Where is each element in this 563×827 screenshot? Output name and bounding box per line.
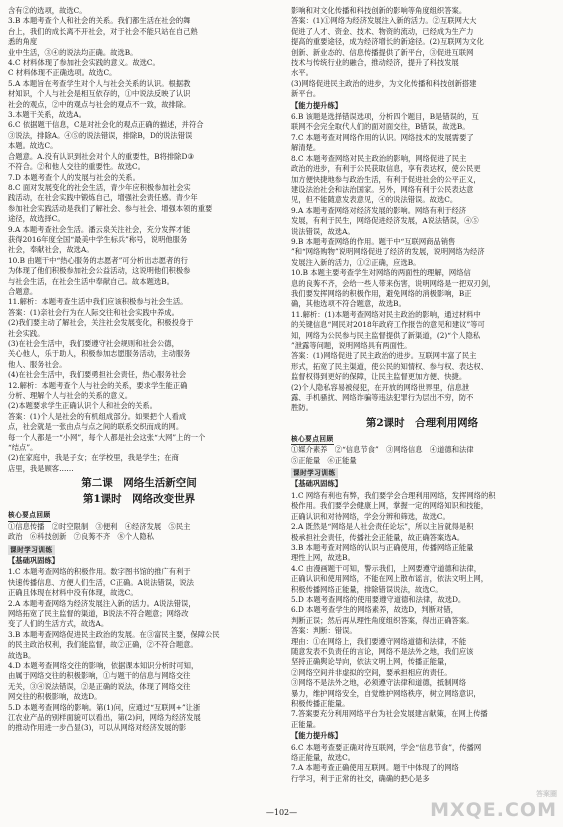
tag-row <box>8 543 270 555</box>
text-line: 社会，奉献社会，故选A。 <box>8 245 94 255</box>
text-line: 确，其他选项不符合题意，故选B。 <box>291 299 406 309</box>
text-line: 9.B 本题考查网络的作用。题干中“互联网商品销售 <box>291 236 456 246</box>
text-line: 的民主政治权利，我们能监督，故②正确，②不符合题意。 <box>8 640 198 650</box>
text-line: 3.本题干关系，故选A。 <box>8 110 86 120</box>
text-line: 理由：①在网络上，我们要遵守网络道德和法律，不能 <box>291 636 467 646</box>
text-line: 2.A 本题考查网络为经济发展注入新的活力。A说法错误， <box>8 598 196 608</box>
text-line: 7.C 本题考查对网络作用的认识。网络技术的发展需要了 <box>291 132 474 142</box>
text-line: 积极传播网络正能量，排除错误说法，故选C。 <box>291 584 443 594</box>
text-line: 分析、理解个人与社会的关系的意义。 <box>8 391 133 401</box>
practice-tag: 课时学习训练 <box>10 545 53 554</box>
text-line: (2)本题要求学生正确认识个人和社会的关系。 <box>8 401 157 411</box>
text-line: 坚持正确舆论导向，依法文明上网，传播正能量， <box>291 657 452 667</box>
section-heading: 【基础巩固练】 <box>291 479 343 489</box>
text-line: 发展注入新的活力，①②正确，应选B。 <box>291 257 421 267</box>
right-column <box>291 6 553 812</box>
text-line: 随意发表不负责任的言论，网络不是法外之地，我们应该 <box>291 646 474 656</box>
section-heading: 【基础巩固练】 <box>8 555 60 565</box>
text-line: 4.C 材料体现了参加社会实践的意义。故选C。 <box>8 58 160 68</box>
text-line: 形式，拓宽了民主渠道，使公民的知情权、参与权、表达权、 <box>291 361 489 371</box>
key-points-tag: 核心要点回顾 <box>291 434 334 445</box>
text-line: 答案：(1)网络促进了民主政治的进步。互联网丰富了民主 <box>291 351 477 361</box>
text-line: 6.B 该题是选择错误选项，分析四个题目，B是错误的，互 <box>291 112 479 122</box>
text-line: 7.答案要充分利用网络平台为社会发展建言献策，在网上传播 <box>291 709 488 719</box>
text-line: (3)在社会生活中，我们要遵守社会规则和社会公德， <box>8 339 179 348</box>
text-line: 影响和对文化传播和科技创新的影响等角度组织答案。 <box>291 6 467 15</box>
watermark-small-text: 答案圈 <box>536 790 557 798</box>
text-line: (2)个人隐私容易被侵犯，在开放的网络世界里，信息泄 <box>291 382 470 392</box>
text-line: 每一个人都是一“小网”，每个人都是社会这张“大网”上的一个 <box>8 432 206 442</box>
text-line: 11.解析：(1)本题考查网络对民主政治的影响，通过材料中 <box>291 309 481 319</box>
text-line: 监督权得到更好的保障，让民主监督更加方便、快捷。 <box>291 372 467 382</box>
text-line: 关心他人，乐于助人，积极参加志愿服务活动，主动服务 <box>8 349 191 359</box>
text-line: 加方便快捷地参与政治生活，有利于促进社会的公平正义， <box>291 174 481 184</box>
text-line: 变了人们的生活方式，故选A。 <box>8 619 109 629</box>
text-line: 3.B 本题考查网络促进民主政治的发展。在③富民主要，保障公民 <box>8 629 220 639</box>
text-line: 台上，我们的成长离不开社会，对于社会不能只站在自己熟 <box>8 26 198 36</box>
text-line: 我们要发挥网络的积极作用，避免网络的消极影响，B正 <box>291 288 472 298</box>
text-line: 6.D 本题考查学生的网络素养，故选D，判断对错， <box>291 605 458 615</box>
text-line: ”泄露等问题，说明网络具有两面性。 <box>291 341 412 350</box>
text-line: 说法错误，故选A。 <box>291 226 355 236</box>
lesson-title: 第二课 网络生活新空间 <box>81 477 197 490</box>
text-line: 无关，③④说法错误，②是正确的说法，体现了网络交往 <box>8 681 191 691</box>
text-line: 创新、新业态的、信息传播提供了新平台，③促进互联网 <box>291 47 474 57</box>
text-line: 本题。故选C。 <box>8 141 58 151</box>
left-column <box>8 6 270 806</box>
text-line: ①媒介素养 ②“信息节食” ③网络信息 ④道德和法律 <box>291 445 474 455</box>
text-line: 新平台。 <box>291 89 321 99</box>
text-line: 暴力，维护网络安全，自觉维护网络秩序，树立网络意识， <box>291 688 481 698</box>
text-line: 见，但不能随意发表意见，④的说法错误。故选C。 <box>291 195 458 205</box>
lesson-title: 第1课时 网络改变世界 <box>82 493 196 506</box>
section-heading: 【能力提升练】 <box>291 100 343 110</box>
watermark-text: MXQE.COM <box>430 799 557 821</box>
text-line: 11.解析：本题考查生活中我们应该积极参与社会生活。 <box>8 297 188 307</box>
text-line: 悉的角度 <box>8 37 38 47</box>
text-line: 技术与传统行业的融合，推动经济，提升了科技发展 <box>291 58 459 68</box>
text-line: ”和“网络购物”说明网络促进了经济的发展，说明网络为经济 <box>291 247 485 257</box>
text-line: 8.C 本题考查网络对民主政治的影响，网络促进了民主 <box>291 153 467 163</box>
text-line: 点，社会就是一张由点与点之间的联系交织而成的网。 <box>8 422 184 432</box>
text-line: 6.C 依据题干信息，C是对社会化的观点正确的描述，并符合 <box>8 120 204 130</box>
text-line: 1.C 网络有利也有弊，我们要学会合理利用网络，发挥网络的积 <box>291 490 496 500</box>
text-line: 4.D 本题考查网络交往的影响，依据课本知识分析时可知， <box>8 660 199 670</box>
text-line: 络正能量，故选C。 <box>291 753 355 763</box>
text-line: “结点”。 <box>8 443 38 453</box>
text-line: 露、手机骚扰、网络诈骗等违法犯罪行为层出不穷，防不 <box>291 393 474 403</box>
text-line: 积极传播正能量。 <box>291 699 350 708</box>
text-line: 水平。 <box>291 68 313 78</box>
text-line: 网络拓宽了民主监督的渠道，B说法不符合题意；网络改 <box>8 608 189 618</box>
text-line: 极承担社会责任，传播社会正能量，故正确答案选A。 <box>291 532 465 542</box>
text-line: 8.C 面对发展变化的社会生活，青少年应积极参加社会实 <box>8 182 191 192</box>
text-line: ①信息传播 ②时空限制 ③便利 ④经济发展 ⑤民主 <box>8 521 191 531</box>
text-line: 解清楚。 <box>291 143 321 153</box>
page-number: —102— <box>265 808 298 817</box>
text-line: 正确且体现在材料中没有体现，故选C。 <box>8 588 138 598</box>
text-line: 9.A 本题考查网络对经济发展的影响。网络有利于经济 <box>291 205 467 215</box>
text-line: 不符合。②和他人交往的重要性。故选C。 <box>8 162 145 172</box>
text-line: 5.A 本题旨在考查学生对个人与社会关系的认识。根据教 <box>8 78 191 88</box>
text-line: 答案：(1)亲社会行为在人际交往和社会实践中养成。 <box>8 307 179 317</box>
text-line: 极作用。我们要学会健康上网，掌握一定的网络知识和技能， <box>291 501 489 511</box>
text-line: 政治的进步，有利于公民获取信息，享有表达权，使公民更 <box>291 164 481 174</box>
text-line: 联网不会完全取代人们的面对面交往，B错误，故选B。 <box>291 122 470 132</box>
text-line: 合题意。 <box>8 286 38 296</box>
text-line: 答案：(1)个人是社会的有机组成部分。如果把个人看成 <box>8 411 187 421</box>
text-line: 知，网络为公民参与民主监督提供了新渠道，(2)“个人隐私 <box>291 330 481 340</box>
text-line: 网交往的积极影响，故选D。 <box>8 692 102 702</box>
text-line: 3.B 本题考查对网络的认识与正确使用，传播网络正能量 <box>291 542 474 552</box>
text-line: 7.A 本题考查正确使用互联网。题干中体现了的网络 <box>291 763 459 773</box>
text-line: 促进了人才、资金、技术、物资的流动，已经成为生产力 <box>291 26 474 36</box>
text-line: 行学习，利于正常的社交，确确的把心是多 <box>291 773 430 783</box>
tag-row <box>8 508 270 521</box>
text-line: (3)网络促进民主政治的进步，为文化传播和科技创新搭建 <box>291 78 477 88</box>
text-line: 答案：判断：错误。 <box>291 626 357 636</box>
text-line: 政治 ⑥科技创新 ⑦良莠不齐 ⑧个人隐私 <box>8 532 154 542</box>
text-line: 10.B 本题主要考查学生对网络的两面性的理解，网络信 <box>291 268 471 278</box>
text-line: (2)在家庭中，我是子女；在学校里，我是学生；在商 <box>8 453 179 463</box>
text-line: 社会的观点，②中的观点与社会的观点不一致，故排除。 <box>8 99 191 109</box>
text-line: 3.B 本题考查个人和社会的关系。我们都生活在社会的舞 <box>8 16 191 26</box>
text-line: 12.解析：本题考查个人与社会的关系，要求学生能正确 <box>8 380 188 390</box>
text-line: 答案：(1)①网络为经济发展注入新的活力。②互联网大大 <box>291 16 477 26</box>
text-line: 故选B。 <box>8 650 36 660</box>
text-line: 正确认识和对待网络，学会分辨和筛选，故选C。 <box>291 511 450 521</box>
text-line: 为体现了他们积极参加社会公益活动，这说明他们积极参 <box>8 266 191 276</box>
text-line: 他人、服务社会。 <box>8 359 67 369</box>
text-line: 与社会生活，在社会生活中奉献自己。故本题选B。 <box>8 276 174 286</box>
practice-tag: 课时学习训练 <box>293 469 336 478</box>
section-heading: 【能力提升练】 <box>291 731 343 741</box>
watermark-logo <box>430 789 557 821</box>
text-line: 正确认识和使用网络，不能在网上散布谣言，依法文明上网， <box>291 574 489 584</box>
text-line: 9.A 本题考查社会生活。潘云泉关注社会，充分发挥才能 <box>8 224 191 234</box>
text-line: 1.C 本题考查网络的积极作用。数字图书馆的推广有利于 <box>8 567 191 577</box>
text-line: 途径，故选择C。 <box>8 214 65 224</box>
text-line: 快速传播信息、方便人们生活，C正确。A说法错误，说法 <box>8 577 194 587</box>
text-line: 判断正误；然后再从理性角度组织答案，得出正确答案。 <box>291 615 474 625</box>
text-line: C 材料体现不正确选项。故选C。 <box>8 68 117 78</box>
text-line: 建设法治社会和法治国家。另外，网络有利于公民表达意 <box>291 184 474 194</box>
text-line: 正能量。 <box>291 719 321 729</box>
text-line: 业中生活，③④的说法均正确。故选B。 <box>8 47 138 57</box>
tag-row <box>291 466 553 478</box>
text-line: 2.A 既然是“网络是人社会责任论坛”，所以主旨就得是积 <box>291 522 474 532</box>
text-line: 获得2016年度全国“最美中学生标兵”称号，说明他服务 <box>8 234 188 244</box>
text-line: 6.C 本题考查要正确对待互联网，学会“信息节食”，传播网 <box>291 742 482 752</box>
text-line: (2)我们要主动了解社会，关注社会发展变化，积极投身于 <box>8 318 194 328</box>
text-line: 的关键信息“网民对2018年政府工作报告的意见和建议”等可 <box>291 320 485 330</box>
text-line: 息的良莠不齐，会给一些人带来伤害，说明网络是一把双刃剑， <box>291 278 496 288</box>
text-line: 含有②的选项，故选C。 <box>8 6 87 15</box>
text-line: 合题意。A.没有认识到社会对个人的重要性，B将排除D③ <box>8 151 194 161</box>
text-line: 店里，我是顾客…… <box>8 463 74 473</box>
text-line: 胜防。 <box>291 403 313 413</box>
text-line: 4.C 由漫画题干可知，警示我们，上网要遵守道德和法律， <box>291 563 481 573</box>
text-line: 材知识，个人与社会是相互依存的，①中说法反映了认识 <box>8 89 191 99</box>
text-line: 践活动，在社会实践中锻炼自己，增强社会责任感。青少年 <box>8 193 198 203</box>
text-line: ⑤正能量 ⑥正能量 <box>291 455 357 465</box>
text-line: 的推动作用进一步凸显(3)，可以从网络对经济发展的影 <box>8 723 187 733</box>
text-line: 7.D 本题考查个人的发展与社会的关系。 <box>8 172 140 182</box>
key-points-tag: 核心要点回顾 <box>8 510 51 521</box>
text-line: 江农业产品的别样面貌可以看出，第(2)问，网络为经济发展 <box>8 713 201 722</box>
text-line: 5.D 本题考查网络的影响。第(1)问，应通过“互联网+”让浙 <box>8 702 201 712</box>
text-line: 提高的重要途径，成为经济增长的新途径。(2)互联网为文化 <box>291 37 484 47</box>
text-line: (4)在社会生活中，我们要勇担社会责任，热心服务社会 <box>8 370 187 380</box>
text-line: ②网络空间并非虚拟的空间，要承担相应的责任。 <box>291 667 452 677</box>
tag-row <box>291 432 553 445</box>
lesson-title: 第2课时 合理利用网络 <box>365 416 479 429</box>
text-line: 10.B 由题干中“热心服务的志愿者”可分析出志愿者的行 <box>8 255 188 265</box>
text-line: ③网络不是法外之地，必须遵守法律和道德，抵制网络 <box>291 678 467 688</box>
text-line: 社会实践。 <box>8 328 45 338</box>
text-line: 由属于网络交往的积极影响，①与题干的信息与网络交往 <box>8 671 191 681</box>
text-line: 理性上网，故选B。 <box>291 553 355 563</box>
text-line: 参加社会实践活动是我们了解社会、参与社会、增强本领的重要 <box>8 203 213 213</box>
text-line: 发展，有利于民生，网络促进经济发展，A说法错误，④⑤ <box>291 216 479 226</box>
text-line: ③说法，排除A。④⑤的说法错误，排除B，D的说法错误 <box>8 130 193 140</box>
text-line: 5.D 本题考查网络的使用要遵守道德和法律，故选D。 <box>291 594 466 604</box>
